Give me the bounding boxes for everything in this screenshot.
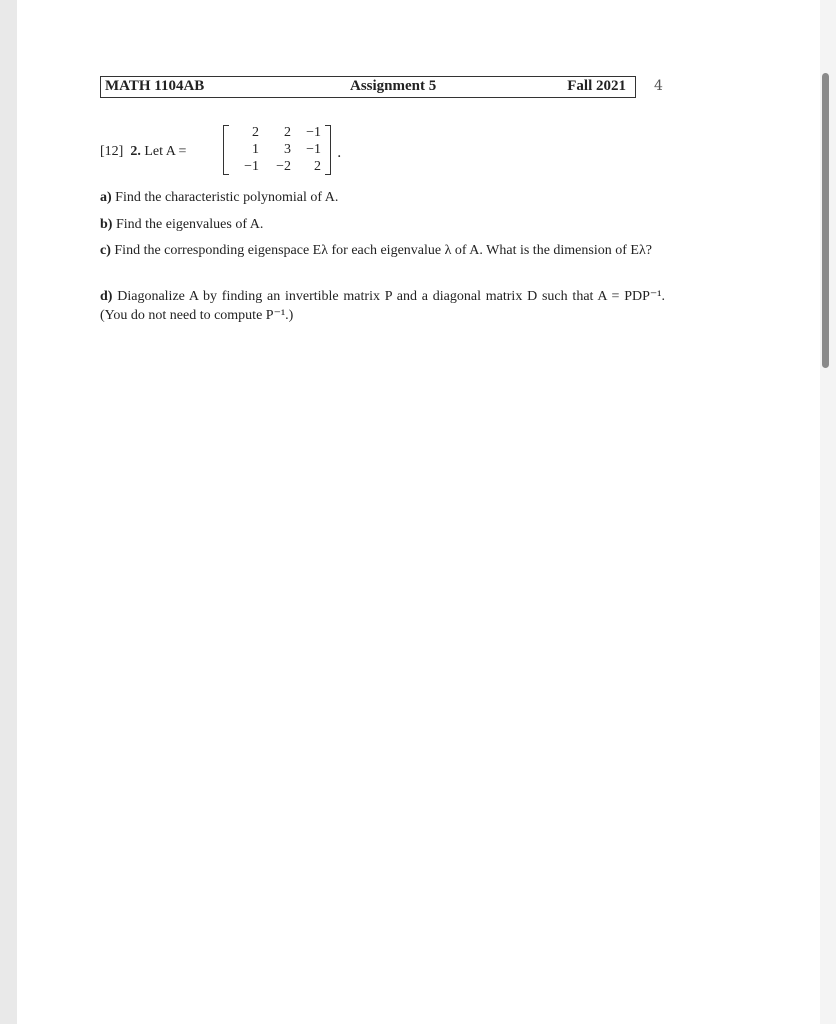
part-text: Find the characteristic polynomial of A.	[115, 190, 339, 205]
course-code: MATH 1104AB	[105, 78, 205, 94]
matrix-right-bracket	[325, 125, 331, 175]
matrix-a	[221, 125, 333, 175]
problem-marks: [12]	[100, 144, 124, 159]
assignment-title: Assignment 5	[350, 78, 437, 94]
part-label: a)	[100, 190, 112, 205]
part-label: d)	[100, 289, 113, 304]
matrix-cell: −1	[244, 159, 259, 174]
matrix-cell: 1	[252, 142, 259, 157]
problem-lead: Let A =	[144, 144, 187, 159]
part-c	[100, 241, 665, 260]
part-b	[100, 215, 665, 234]
part-a	[100, 188, 665, 207]
term-label: Fall 2021	[567, 78, 626, 94]
part-label: c)	[100, 243, 111, 258]
problem-number: 2.	[130, 144, 141, 159]
part-text: Find the corresponding eigenspace Eλ for each eigenvalue λ of A. What is the dimension of Eλ?	[114, 243, 652, 258]
matrix-cell: 2	[284, 125, 291, 140]
part-text: Diagonalize A by finding an invertible matrix P and a diagonal matrix D such that A = PDP⁻¹. (You do not need to compute P⁻¹.)	[100, 289, 665, 323]
matrix-cell: 2	[252, 125, 259, 140]
page-number: 4	[654, 78, 663, 94]
part-label: b)	[100, 217, 113, 232]
matrix-period: .	[337, 145, 342, 161]
matrix-cell: −1	[306, 142, 321, 157]
part-d	[100, 287, 665, 325]
matrix-cell: −1	[306, 125, 321, 140]
part-text: Find the eigenvalues of A.	[115, 217, 264, 232]
matrix-cell: 3	[284, 142, 291, 157]
matrix-cell: −2	[276, 159, 291, 174]
scrollbar-thumb[interactable]	[822, 73, 829, 368]
matrix-cell: 2	[314, 159, 321, 174]
page-header	[100, 76, 636, 98]
problem-statement	[100, 144, 186, 160]
